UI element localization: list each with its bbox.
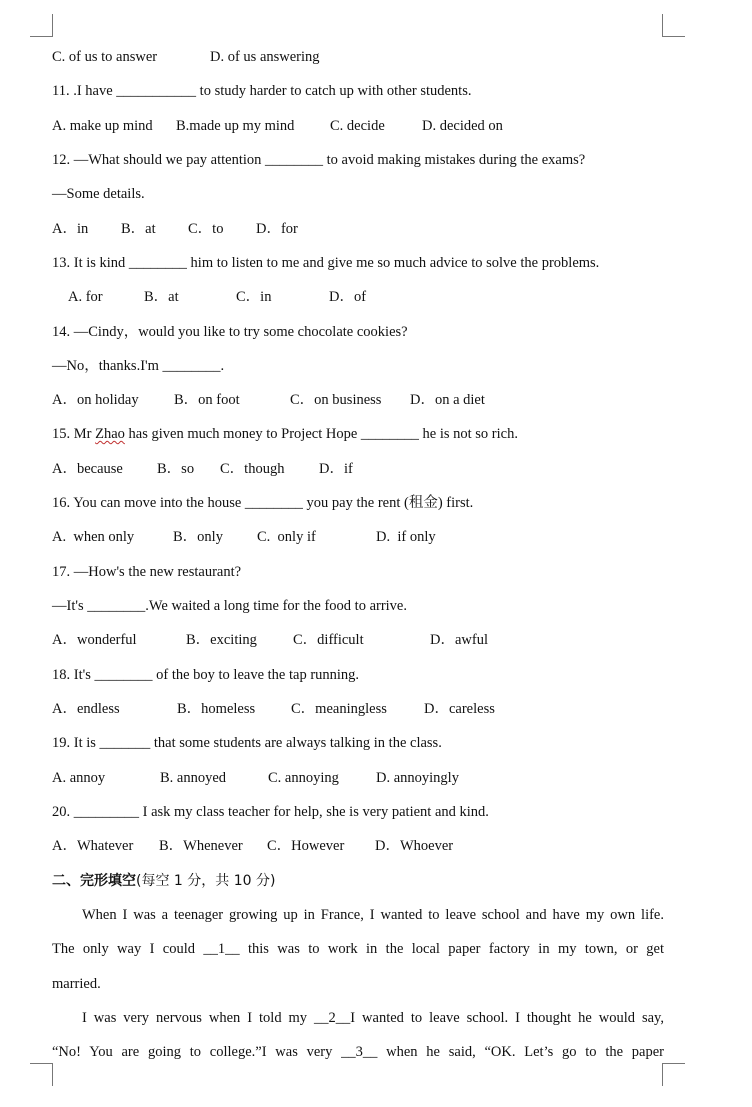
q12-reply: —Some details.: [52, 186, 145, 202]
q12-option-b: B．at: [121, 221, 156, 237]
passage-p1-line2: The only way I could __1__ this was to work in the local paper factory in my town, or get: [52, 941, 664, 957]
passage-p2-line1: I was very nervous when I told my __2__I wanted to leave school. I thought he would say,: [82, 1010, 664, 1026]
q13-option-a: A. for: [68, 289, 103, 305]
q18-stem: 18. It's ________ of the boy to leave the tap running.: [52, 667, 360, 683]
q19-stem: 19. It is _______ that some students are always talking in the class.: [52, 735, 442, 751]
q17-stem: 17. —How's the new restaurant?: [52, 564, 242, 580]
q12-option-d: D．for: [256, 221, 298, 237]
q17-option-a: A．wonderful: [52, 632, 137, 648]
q18-option-b: B．homeless: [177, 701, 256, 717]
q13-stem: 13. It is kind ________ him to listen to me and give me so much advice to solve the problems.: [52, 255, 600, 271]
q18-option-c: C．meaningless: [291, 701, 387, 717]
q17-option-d: D．awful: [430, 632, 488, 648]
q14-option-a: A．on holiday: [52, 392, 139, 408]
q15-option-c: C．though: [220, 461, 285, 477]
q20-option-a: A．Whatever: [52, 838, 134, 854]
q19-option-b: B. annoyed: [160, 770, 227, 786]
page-corner-mark-bottom-left: [30, 1063, 53, 1086]
page-corner-mark-bottom-right: [662, 1063, 685, 1086]
q15-number: 15. Mr: [52, 426, 96, 442]
q19-option-a: A. annoy: [52, 770, 106, 786]
q14-option-c: C．on business: [290, 392, 382, 408]
passage-p1-line3: married.: [52, 976, 101, 992]
q20-option-b: B．Whenever: [159, 838, 243, 854]
q19-option-c: C. annoying: [268, 770, 339, 786]
q19-option-d: D. annoyingly: [376, 770, 459, 786]
q17-option-b: B．exciting: [186, 632, 257, 648]
q15-option-d: D．if: [319, 461, 353, 477]
q16-option-a: A. when only: [52, 529, 135, 545]
q14-option-d: D．on a diet: [410, 392, 485, 408]
q17-option-c: C．difficult: [293, 632, 364, 648]
q12-option-a: A．in: [52, 221, 89, 237]
page-corner-mark-top-right: [662, 14, 685, 37]
q14-stem: 14. —Cindy，would you like to try some chocolate cookies?: [52, 324, 408, 340]
q14-option-b: B．on foot: [174, 392, 240, 408]
passage-p1-line1: When I was a teenager growing up in France, I wanted to leave school and have my own life.: [82, 907, 664, 923]
q20-option-c: C．However: [267, 838, 345, 854]
page-corner-mark-top-left: [30, 14, 53, 37]
q15-name-spellcheck: Zhao: [95, 426, 125, 442]
q11-option-c: C. decide: [330, 118, 385, 134]
q15-stem: [52, 425, 518, 443]
q11-stem: 11. .I have ___________ to study harder to catch up with other students.: [52, 83, 472, 99]
q11-option-a: A. make up mind: [52, 118, 153, 134]
q18-option-a: A．endless: [52, 701, 120, 717]
q15-stem-rest: has given much money to Project Hope ________ he is not so rich.: [124, 426, 518, 442]
q16-option-c: C. only if: [257, 529, 316, 545]
section-2-heading: [52, 872, 275, 890]
q15-option-b: B．so: [157, 461, 195, 477]
q12-option-c: C．to: [188, 221, 224, 237]
q11-option-d: D. decided on: [422, 118, 503, 134]
q14-reply: —No，thanks.I'm ________.: [52, 358, 225, 374]
q13-option-c: C．in: [236, 289, 272, 305]
q11-option-b: B.made up my mind: [176, 118, 295, 134]
q10-option-d: D. of us answering: [210, 49, 320, 65]
section-2-scoring-note: (每空 1 分，共 10 分): [136, 873, 276, 889]
q13-option-d: D．of: [329, 289, 367, 305]
section-2-title: 二、完形填空: [52, 873, 136, 889]
q16-stem: 16. You can move into the house ________ you pay the rent (租金) first.: [52, 495, 474, 511]
q13-option-b: B．at: [144, 289, 179, 305]
q16-option-d: D. if only: [376, 529, 436, 545]
q17-reply: —It's ________.We waited a long time for the food to arrive.: [52, 598, 407, 614]
q18-option-d: D．careless: [424, 701, 495, 717]
q12-stem: 12. —What should we pay attention ________ to avoid making mistakes during the exams?: [52, 152, 586, 168]
q20-stem: 20. _________ I ask my class teacher for help, she is very patient and kind.: [52, 804, 489, 820]
q16-option-b: B．only: [173, 529, 223, 545]
q15-option-a: A．because: [52, 461, 123, 477]
q20-option-d: D．Whoever: [375, 838, 454, 854]
passage-p2-line2: “No! You are going to college.”I was very __3__ when he said, “OK. Let’s go to the paper: [52, 1044, 664, 1060]
q10-option-c: C. of us to answer: [52, 49, 158, 65]
